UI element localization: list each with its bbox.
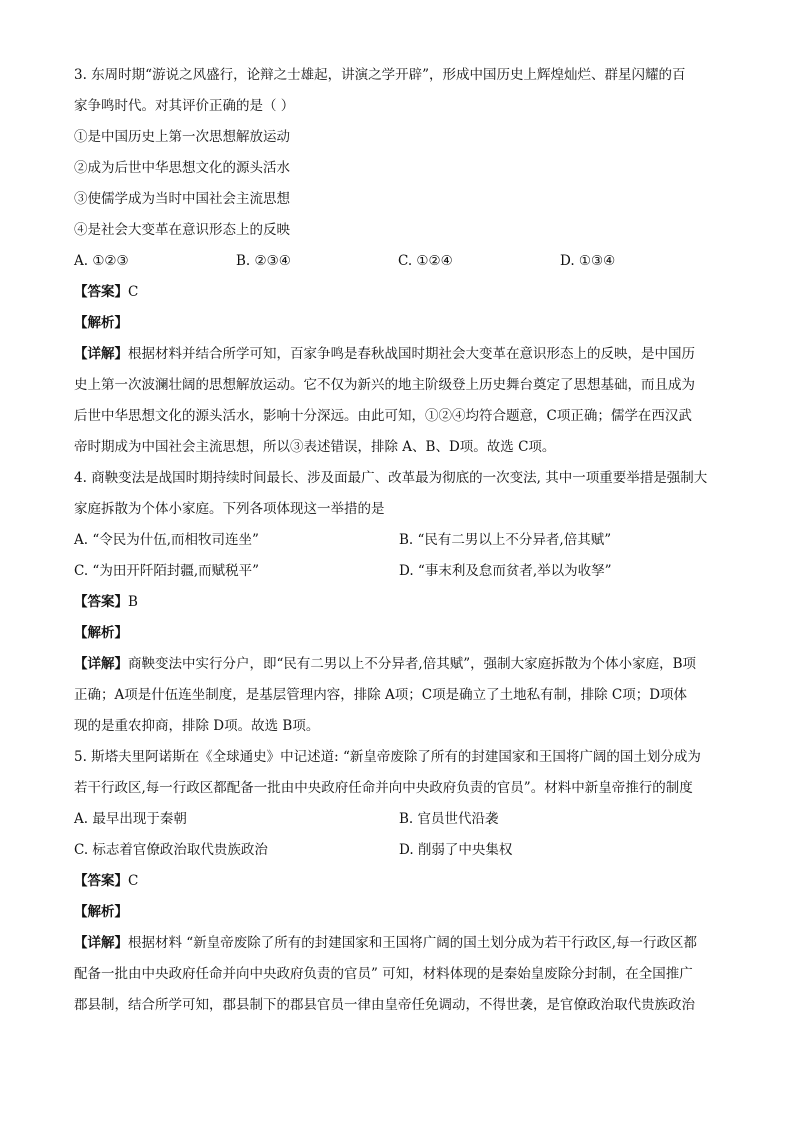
q3-detail-line-4: 帝时期成为中国社会主流思想，所以③表述错误，排除 A、B、D项。故选 C项。 [74, 439, 556, 455]
q3-analysis-label: 【解析】 [74, 315, 128, 331]
q5-answer-value: C [128, 873, 139, 889]
q3-item-4: ④是社会大变革在意识形态上的反映 [74, 222, 290, 238]
q4-options-row-1 [74, 525, 724, 556]
q5-options-row-1 [74, 804, 724, 835]
q3-detail-line-1 [74, 339, 724, 370]
q3-detail-line-2: 史上第一次波澜壮阔的思想解放运动。它不仅为新兴的地主阶级登上历史舞台奠定了思想基础，而且成为 [74, 377, 695, 393]
q5-answer-label: 【答案】 [74, 873, 128, 889]
exam-page [74, 60, 724, 1021]
q4-analysis-label: 【解析】 [74, 625, 128, 641]
q5-detail-line-3: 郡县制，结合所学可知，郡县制下的郡县官员一律由皇帝任免调动，不得世袭，是官僚政治取代贵族政治 [74, 997, 695, 1013]
q3-detail-label: 【详解】 [74, 346, 128, 362]
q4-options-row-2 [74, 556, 724, 587]
q4-stem-line-2: 家庭拆散为个体小家庭。下列各项体现这一举措的是 [74, 501, 385, 517]
q3-item-1: ①是中国历史上第一次思想解放运动 [74, 129, 290, 145]
q3-detail-line-3: 后世中华思想文化的源头活水，影响十分深远。由此可知，①②④均符合题意，C项正确；儒学在西汉武 [74, 408, 692, 424]
q5-options-row-2 [74, 835, 724, 866]
q3-option-a: A. ①②③ [74, 253, 129, 269]
q4-detail-text-1: 商鞅变法中实行分户，即“民有二男以上不分异者,倍其赋”，强制大家庭拆散为个体小家庭，B项 [128, 656, 697, 672]
q3-item-2: ②成为后世中华思想文化的源头活水 [74, 160, 290, 176]
q3-options [74, 246, 724, 277]
q5-answer [74, 866, 724, 897]
q3-answer [74, 277, 724, 308]
q4-option-d: D. “事末利及怠而贫者,举以为收孥” [399, 563, 612, 579]
q5-stem-line-2: 若干行政区,每一行政区都配备一批由中央政府任命并向中央政府负责的官员”。材料中新皇帝推行的制度 [74, 780, 693, 796]
q4-answer-value: B [128, 594, 138, 610]
q4-option-a: A. “令民为什伍,而相牧司连坐” [74, 532, 259, 548]
q3-stem-line-2: 家争鸣时代。对其评价正确的是（ ） [74, 98, 295, 114]
q3-stem-line-1: 3. 东周时期“游说之风盛行，论辩之士雄起，讲演之学开辟”，形成中国历史上辉煌灿烂、群星闪耀的百 [74, 67, 686, 83]
q3-item-3: ③使儒学成为当时中国社会主流思想 [74, 191, 290, 207]
q5-option-c: C. 标志着官僚政治取代贵族政治 [74, 842, 268, 858]
q4-option-c: C. “为田开阡陌封疆,而赋税平” [74, 563, 260, 579]
q5-detail-line-2: 配备一批由中央政府任命并向中央政府负责的官员” 可知，材料体现的是秦始皇废除分封制，在全国推广 [74, 966, 693, 982]
q4-answer-label: 【答案】 [74, 594, 128, 610]
question-5 [74, 742, 724, 1021]
q3-answer-value: C [128, 284, 139, 300]
q5-option-d: D. 削弱了中央集权 [399, 842, 513, 858]
q5-detail-label: 【详解】 [74, 935, 128, 951]
q5-detail-line-1 [74, 928, 724, 959]
q4-detail-line-1 [74, 649, 724, 680]
q4-detail-label: 【详解】 [74, 656, 128, 672]
q4-option-b: B. “民有二男以上不分异者,倍其赋” [399, 532, 612, 548]
q4-stem-line-1: 4. 商鞅变法是战国时期持续时间最长、涉及面最广、改革最为彻底的一次变法, 其中一项重要举措是强制大 [74, 470, 708, 486]
q3-option-c: C. ①②④ [398, 253, 453, 269]
q3-detail-text-1: 根据材料并结合所学可知，百家争鸣是春秋战国时期社会大变革在意识形态上的反映，是中国历 [128, 346, 695, 362]
q4-detail-line-3: 现的是重农抑商，排除 D项。故选 B项。 [74, 718, 320, 734]
q3-option-b: B. ②③④ [236, 253, 291, 269]
q5-detail-text-1: 根据材料 “新皇帝废除了所有的封建国家和王国将广阔的国土划分成为若干行政区,每一行政区都 [128, 935, 697, 951]
question-4 [74, 463, 724, 742]
question-3 [74, 60, 724, 463]
q4-answer [74, 587, 724, 618]
q3-option-d: D. ①③④ [560, 253, 616, 269]
q5-option-a: A. 最早出现于秦朝 [74, 811, 187, 827]
q5-stem-line-1: 5. 斯塔夫里阿诺斯在《全球通史》中记述道: “新皇帝废除了所有的封建国家和王国将广阔的国土划分成为 [74, 749, 701, 765]
q5-option-b: B. 官员世代沿袭 [399, 811, 499, 827]
q3-answer-label: 【答案】 [74, 284, 128, 300]
q5-analysis-label: 【解析】 [74, 904, 128, 920]
q4-detail-line-2: 正确；A项是什伍连坐制度，是基层管理内容，排除 A项；C项是确立了土地私有制，排除 C项；D项体 [74, 687, 688, 703]
